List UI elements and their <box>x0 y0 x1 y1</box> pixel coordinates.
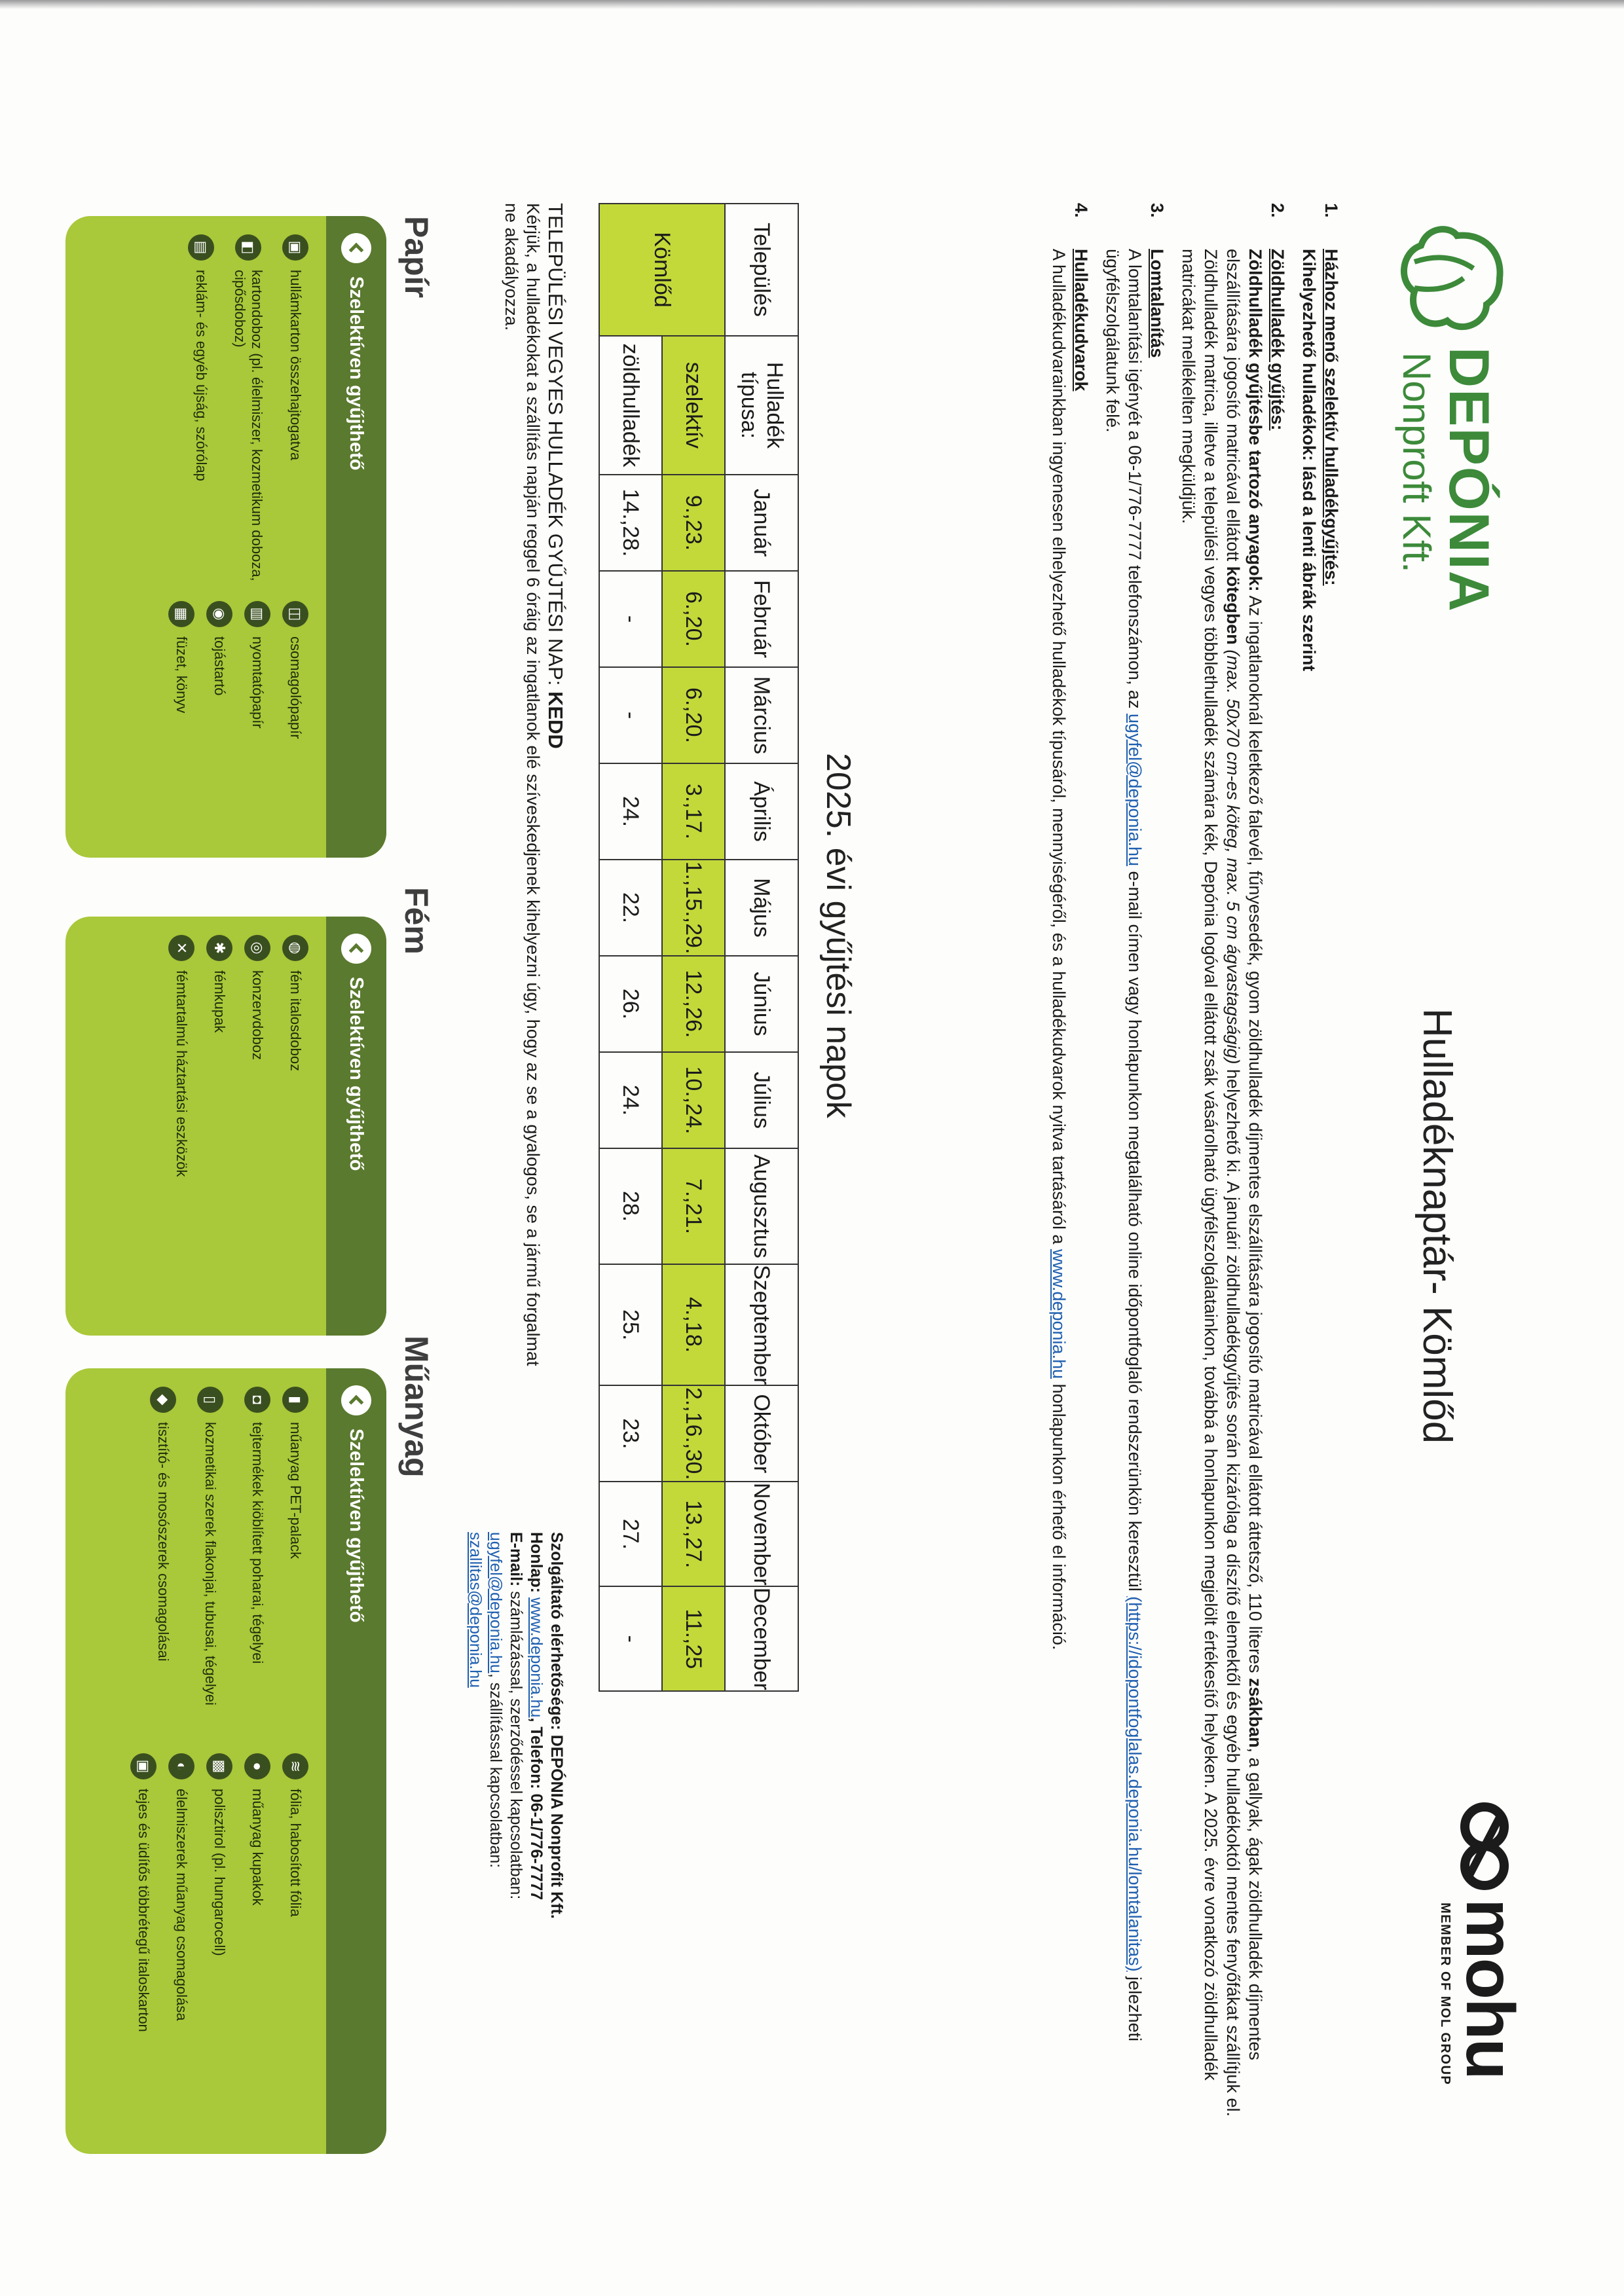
email-note: számlázással, szerződéssel kapcsolatban: <box>507 1591 525 1900</box>
date-cell: 3.,17. <box>662 763 725 860</box>
instruction-bulky-waste <box>1101 203 1168 2154</box>
bold-text: kötegben <box>1223 566 1243 645</box>
notice-text: Kérjük, a hulladékokat a szállítás napján reggel 6 óráig az ingatlanok elé szíveskedjenek kihelyezni úgy, hogy az se a gyalogos, se a jármű forgalmat ne akadályozza. <box>502 203 543 1366</box>
header-month: Január <box>725 475 798 571</box>
header-month: Október <box>725 1385 798 1482</box>
table-row-green-waste <box>599 204 662 1691</box>
list-item <box>200 935 238 1176</box>
page-title: Hulladéknaptár- Kömlőd <box>1414 1008 1460 1444</box>
logo-name: DEPÓNIA <box>1437 347 1500 613</box>
list-item <box>276 234 314 601</box>
item-label: tejes és üdítős többrétegű italoskarton <box>136 1789 152 2032</box>
item-label: reklám- és egyéb újság, szórólap <box>193 270 210 481</box>
date-cell: 22. <box>599 860 662 956</box>
beverage-carton-icon: ▣ <box>130 1753 157 1779</box>
item-label: hullámkarton összehajtogatva <box>287 270 304 461</box>
category-title-plastic: Műanyag <box>398 1336 435 1478</box>
header-month: Március <box>725 667 798 763</box>
date-cell: 11.,25 <box>662 1586 725 1691</box>
header-month: Február <box>725 571 798 667</box>
item-label: műanyag PET-palack <box>287 1422 304 1559</box>
schedule-table <box>599 203 799 1692</box>
date-cell: - <box>599 667 662 763</box>
header-month: Július <box>725 1052 798 1148</box>
schedule-title: 2025. évi gyűjtési napok <box>819 753 857 1118</box>
date-cell: 26. <box>599 956 662 1052</box>
text-part: , a gallyak, ágak zöldhulladék díjmentes elszállítására jogosító matricával ellátott <box>1223 249 1265 2060</box>
item-title: Lomtalanítás <box>1147 249 1167 358</box>
header-month: Április <box>725 763 798 860</box>
header-month: Szeptember <box>725 1264 798 1385</box>
card-column <box>124 1387 314 1753</box>
item-number: 1. <box>1321 203 1341 218</box>
leaf-logo-icon <box>1388 216 1513 340</box>
chevron-down-icon <box>341 233 371 263</box>
list-item <box>200 1753 238 2032</box>
card-header-label: Szelektíven gyűjthető <box>346 977 367 1171</box>
card-plastic <box>65 1368 386 2154</box>
date-cell: 7.,21. <box>662 1148 725 1264</box>
drink-can-icon: ◍ <box>282 935 308 961</box>
date-cell: - <box>599 571 662 667</box>
list-item <box>238 601 276 739</box>
list-item <box>276 1753 314 2032</box>
contact-email-line <box>506 1532 526 2108</box>
polystyrene-icon: ▩ <box>206 1753 232 1779</box>
chevron-down-icon <box>341 1385 371 1415</box>
card-metal <box>65 917 386 1336</box>
item-label: csomagolópapír <box>287 636 304 739</box>
item-label: kozmetikai szerek flakonjai, tubusai, tégelyei <box>202 1422 219 1705</box>
contact-info <box>465 1532 566 2108</box>
category-title-metal: Fém <box>398 887 435 955</box>
date-cell: 27. <box>599 1482 662 1586</box>
egg-carton-icon: ◉ <box>206 601 232 627</box>
card-items <box>162 917 326 1336</box>
header-month: November <box>725 1482 798 1586</box>
text-part: A hulladékudvarainkban ingyenesen elhelyezhető hulladékok típusáról, mennyiségéről, és a hulladékudvarok nyitva tartásáról a <box>1049 249 1069 1249</box>
card-items <box>162 216 326 858</box>
list-item <box>162 1753 200 2032</box>
mohu-mark-icon <box>1449 1800 1521 1892</box>
item-label: fémtartalmú háztartási eszközök <box>174 970 190 1177</box>
email-label: E-mail: <box>507 1532 525 1592</box>
card-items <box>124 1368 326 2154</box>
item-text: Kihelyezhető hulladékok: lásd a lenti ábrák szerint <box>1299 249 1319 672</box>
item-number: 4. <box>1071 203 1091 218</box>
mohu-wordmark: mohu <box>1452 1899 1528 2079</box>
header-month: Május <box>725 860 798 956</box>
website-link[interactable]: www.deponia.hu <box>1049 1248 1069 1379</box>
date-cell: 12.,26. <box>662 956 725 1052</box>
email-link[interactable]: ugyfel@deponia.hu <box>1125 713 1145 867</box>
booking-link[interactable]: (https://idopontfoglalas.deponia.hu/lomtalanitas) <box>1125 1596 1145 1972</box>
book-icon: ▦ <box>168 601 194 627</box>
item-text <box>1048 249 1070 2154</box>
header-waste-type: Hulladék típusa: <box>725 336 798 475</box>
mohu-tagline: MEMBER OF MOL GROUP <box>1438 1903 1452 2086</box>
foil-icon: ≋ <box>282 1753 308 1779</box>
item-label: konzervdoboz <box>249 970 266 1060</box>
date-cell: 28. <box>599 1148 662 1264</box>
wrapping-paper-icon: ◫ <box>282 601 308 627</box>
settlement-cell: Kömlőd <box>599 204 725 336</box>
text-part: jelezheti ügyfélszolgálatunk felé. <box>1103 249 1145 2042</box>
item-label: élelmiszerek műanyag csomagolása <box>174 1789 190 2021</box>
item-title: Zöldhulladék gyűjtés: <box>1268 249 1287 431</box>
plastic-cap-icon: ● <box>244 1753 270 1779</box>
header-month: Június <box>725 956 798 1052</box>
header-month: Augusztus <box>725 1148 798 1264</box>
item-label: fém italosdoboz <box>287 970 304 1072</box>
web-label: Honlap: <box>527 1532 545 1597</box>
instructions <box>1039 203 1342 2154</box>
logo-subtitle: Nonproft Kft. <box>1395 352 1439 573</box>
carton-icon: ◧ <box>235 234 261 261</box>
date-cell: 25. <box>599 1264 662 1385</box>
list-item <box>238 1387 276 1753</box>
list-item <box>124 1753 162 2032</box>
notice-heading <box>545 203 566 1381</box>
card-header <box>326 216 386 858</box>
category-title-paper: Papír <box>398 216 435 299</box>
list-item <box>162 601 200 739</box>
email-note: , szállítással kapcsolatban: <box>487 1673 505 1868</box>
list-item <box>200 601 238 739</box>
list-item <box>182 1387 238 1753</box>
date-cell: 6.,20. <box>662 667 725 763</box>
collection-day: KEDD <box>544 691 567 749</box>
bold-text: zsákban <box>1246 1677 1265 1748</box>
cosmetic-bottle-icon: ▯ <box>197 1387 223 1413</box>
shipping-email-link[interactable]: szallitas@deponia.hu <box>466 1532 485 1688</box>
printer-paper-icon: ▥ <box>244 601 270 627</box>
item-label: kartondoboz (pl. élelmiszer, kozmetikum doboza, cipősdoboz) <box>232 270 265 581</box>
customer-email-link[interactable]: ugyfel@deponia.hu <box>487 1532 505 1673</box>
date-cell: 4.,18. <box>662 1264 725 1385</box>
card-column <box>162 234 314 601</box>
notice-heading-text: TELEPÜLÉSI VEGYES HULLADÉK GYŰJTÉSI NAP: <box>544 203 567 691</box>
contact-emails <box>485 1532 506 2108</box>
list-item <box>144 1387 182 1753</box>
item-title: Házhoz menő szelektív hulladékgyűjtés: <box>1321 249 1341 586</box>
waste-type-cell: zöldhulladék <box>599 336 662 475</box>
card-header-label: Szelektíven gyűjthető <box>346 276 367 471</box>
item-text <box>1101 249 1146 2154</box>
newspaper-icon: ▤ <box>188 234 214 261</box>
instruction-selective <box>1298 203 1342 2154</box>
mixed-waste-notice <box>500 203 566 1381</box>
mohu-logo <box>1421 1800 1526 2167</box>
box-icon: ▣ <box>282 234 308 261</box>
text-part: A lomtalanítási igényét a 06-1/776-7777 telefonszámon, az <box>1125 249 1145 714</box>
list-item <box>182 234 220 601</box>
list-item <box>238 935 276 1176</box>
item-text <box>1177 249 1266 2154</box>
item-label: fémkupak <box>212 970 228 1033</box>
chevron-down-icon <box>341 934 371 964</box>
card-header <box>326 917 386 1336</box>
table-row-selective <box>662 204 725 1691</box>
item-label: tejtermékek kiöblített poharai, tégelyei <box>249 1422 266 1664</box>
item-label: nyomtatópapír <box>249 636 266 729</box>
web-link[interactable]: www.deponia.hu <box>527 1597 545 1718</box>
list-item <box>220 234 276 601</box>
date-cell: 6.,20. <box>662 571 725 667</box>
date-cell: 23. <box>599 1385 662 1482</box>
item-label: tojástartó <box>212 636 228 696</box>
item-label: füzet, könyv <box>174 636 190 714</box>
item-title: Hulladékudvarok <box>1071 249 1091 392</box>
item-number: 3. <box>1147 203 1167 218</box>
phone-text: , Telefon: 06-1/776-7777 <box>527 1717 545 1901</box>
contact-web-phone <box>526 1532 546 2108</box>
lead-text: Zöldhulladék gyűjtésbe tartozó anyagok: <box>1246 249 1265 592</box>
instruction-waste-yards <box>1048 203 1092 2154</box>
list-item <box>238 1753 276 2032</box>
date-cell: 24. <box>599 763 662 860</box>
list-item <box>162 935 200 1176</box>
card-column <box>124 1753 314 2032</box>
header-month: December <box>725 1586 798 1691</box>
card-header <box>326 1368 386 2154</box>
list-item <box>276 1387 314 1753</box>
table-header-row <box>725 204 798 1691</box>
food-packaging-icon: ◐ <box>168 1753 194 1779</box>
instruction-green-waste <box>1177 203 1289 2154</box>
card-paper <box>65 216 386 858</box>
item-label: fólia, habosított fólia <box>287 1789 304 1917</box>
date-cell: - <box>599 1586 662 1691</box>
card-header-label: Szelektíven gyűjthető <box>346 1429 367 1623</box>
item-label: polisztirol (pl. hungarocell) <box>212 1789 228 1956</box>
bottle-cap-icon: ✱ <box>206 935 232 961</box>
list-item <box>276 601 314 739</box>
detergent-bottle-icon: ◆ <box>150 1387 176 1413</box>
list-item <box>276 935 314 1176</box>
text-part: e-mail címen vagy honlapunkon megtalálható online időpontfoglaló rendszerünkön keresztül <box>1125 866 1145 1597</box>
pet-bottle-icon: ▮ <box>282 1387 308 1413</box>
waste-type-cell: szelektív <box>662 336 725 475</box>
card-column <box>162 601 314 739</box>
item-label: műanyag kupakok <box>249 1789 266 1906</box>
card-column <box>162 935 314 1176</box>
contact-provider: Szolgáltató elérhetősége: DEPÓNIA Nonprofit Kft. <box>547 1532 566 1919</box>
date-cell: 13.,27. <box>662 1482 725 1586</box>
item-number: 2. <box>1268 203 1287 218</box>
date-cell: 2.,16.,30. <box>662 1385 725 1482</box>
text-part: helyezhető ki. A januári zöldhulladékgyűjtés során kizárólag a díszítő elemektől és egyéb hulladékoktól mentes fenyőfákat szállítjuk el. Zöldhulladék matrica, illetve a települési vegyes többlethulladék számára kék, Depónia logóval ellátott zsák vásárolható ügyfélszolgálatainkon, továbbá a honlapunkon megjelölt értékesítő helyeken. A 2025. évre vonatkozó zöldhulladék matricákat mellékelten megküldjük. <box>1179 249 1243 2117</box>
tin-can-icon: ◎ <box>244 935 270 961</box>
item-label: tisztító- és mosószerek csomagolásai <box>155 1422 172 1662</box>
date-cell: 9.,23. <box>662 475 725 571</box>
deponia-logo <box>1382 216 1513 613</box>
date-cell: 1.,15.,29. <box>662 860 725 956</box>
text-part: Az ingatlanoknál keletkező falevél, fűnyesedék, gyom zöldhulladék díjmentes elszállítására jogosító matricával ellátott áttetsző, 110 literes <box>1246 591 1265 1678</box>
yogurt-cup-icon: ◘ <box>244 1387 270 1413</box>
date-cell: 10.,24. <box>662 1052 725 1148</box>
tools-icon: ✕ <box>168 935 194 961</box>
date-cell: 24. <box>599 1052 662 1148</box>
text-part: honlapunkon érhető el információ. <box>1049 1379 1069 1650</box>
italic-text: (max. 50x70 cm-es köteg, max. 5 cm ágvastagságig) <box>1223 649 1243 1065</box>
date-cell: 14.,28. <box>599 475 662 571</box>
header-settlement: Település <box>725 204 798 336</box>
